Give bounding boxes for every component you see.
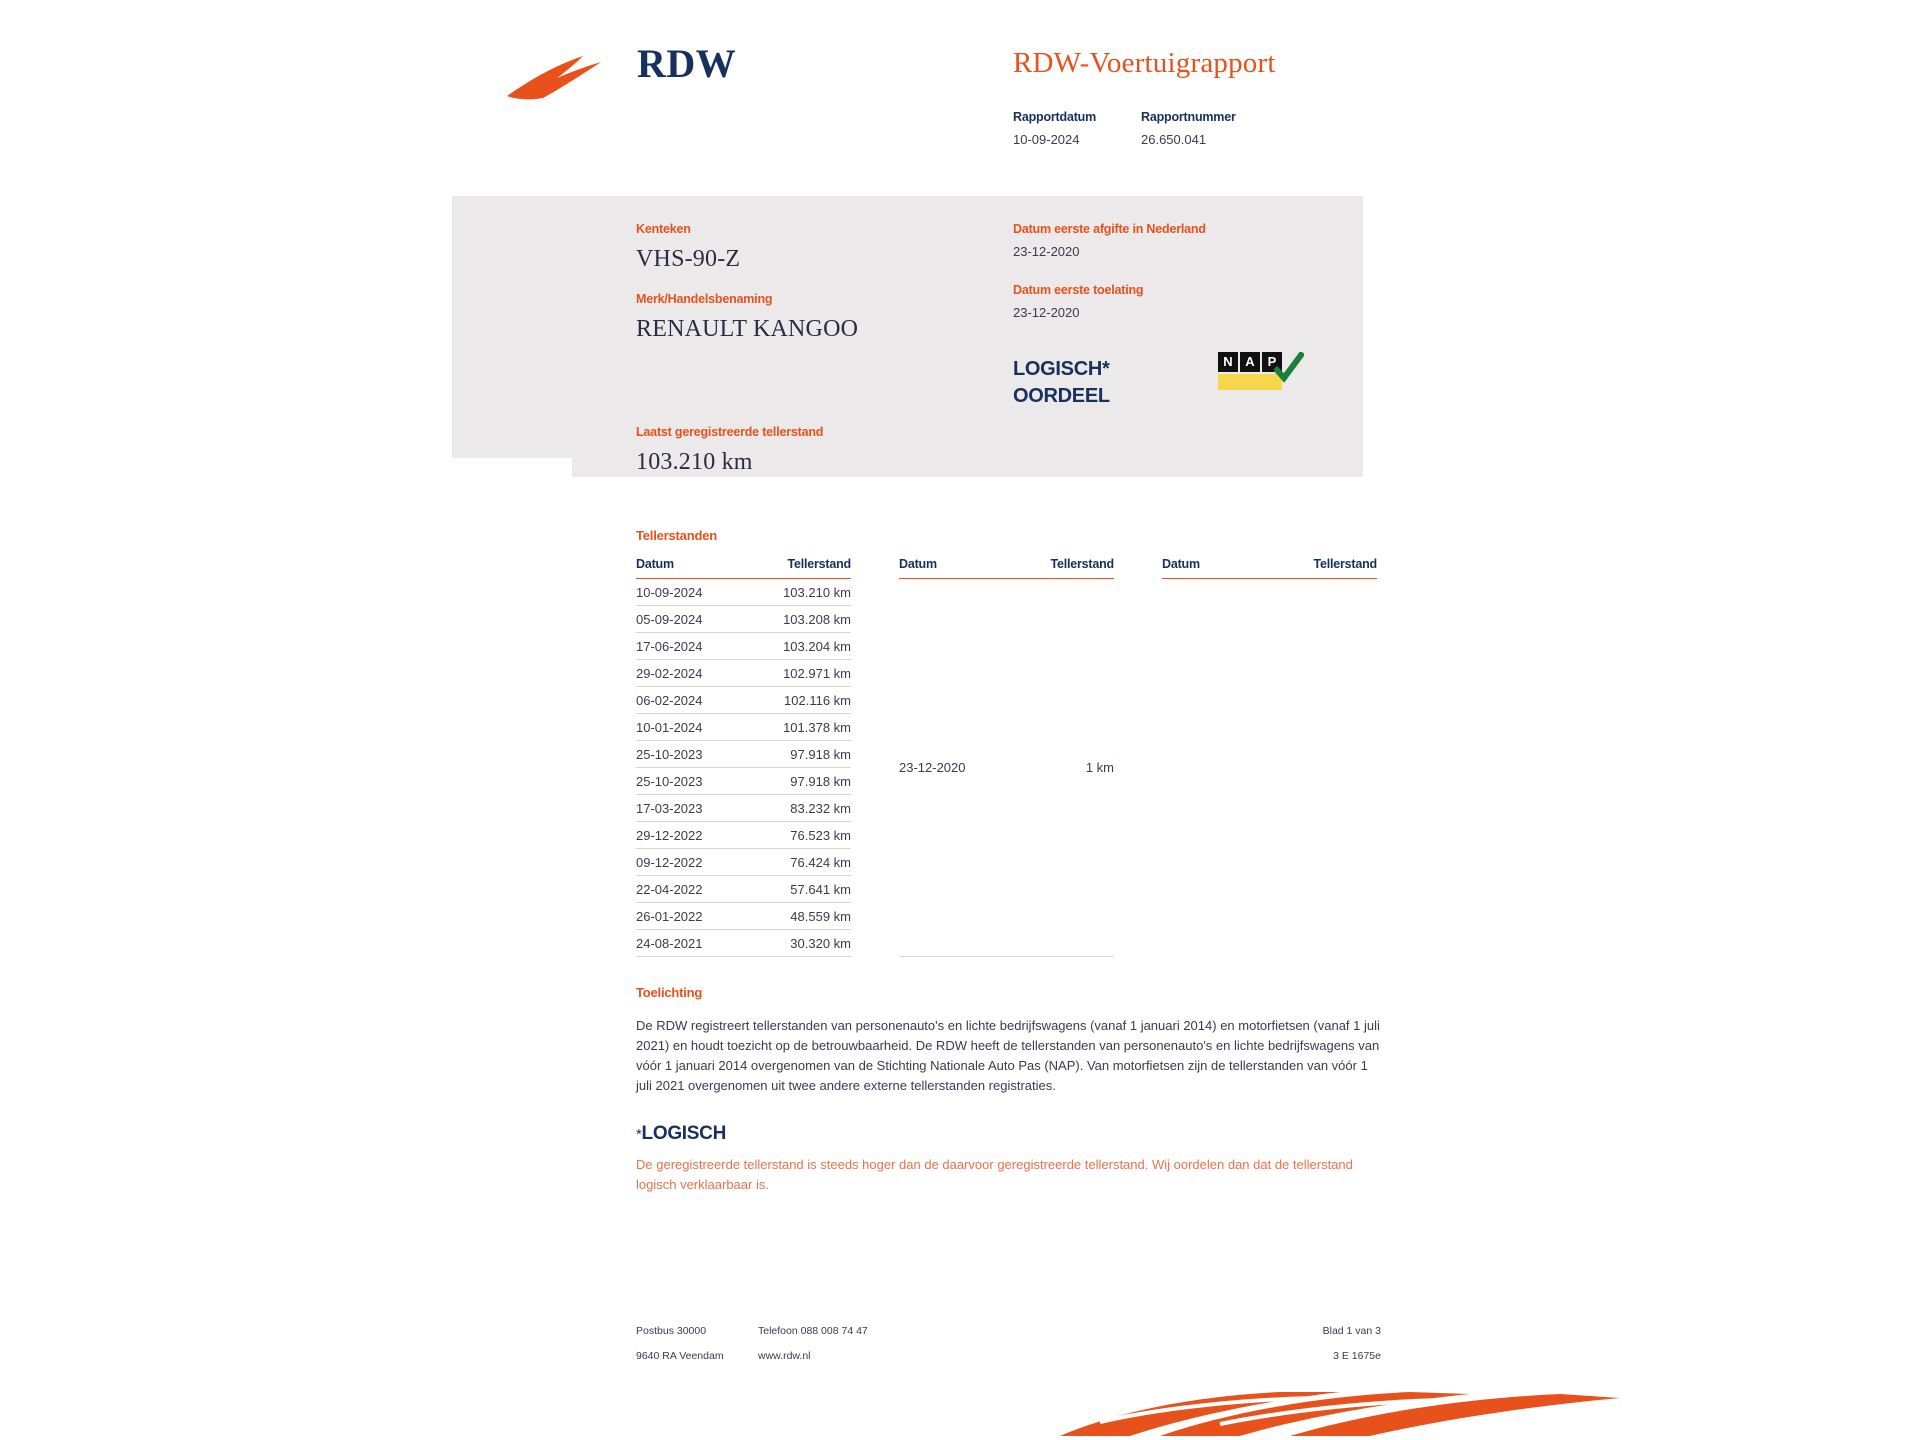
vehicle-info-left	[636, 222, 976, 476]
report-date-value: 10-09-2024	[1013, 132, 1080, 147]
cell-datum: 05-09-2024	[636, 606, 756, 633]
page-title: RDW-Voertuigrapport	[1013, 47, 1276, 79]
cell-datum: 25-10-2023	[636, 741, 756, 768]
cell-stand: 103.210 km	[756, 579, 851, 606]
table-row	[636, 714, 851, 741]
eerste-afgifte-label: Datum eerste afgifte in Nederland	[1013, 222, 1206, 236]
report-meta	[1013, 110, 1269, 147]
table-body-2	[899, 579, 1114, 957]
table-row	[636, 741, 851, 768]
cell-stand: 48.559 km	[756, 903, 851, 930]
cell-datum: 17-03-2023	[636, 795, 756, 822]
cell-stand: 102.116 km	[756, 687, 851, 714]
footer-website[interactable]: www.rdw.nl	[758, 1350, 811, 1362]
rdw-swoosh-logo-icon	[505, 52, 615, 104]
column-header-datum: Datum	[1162, 557, 1282, 579]
laatste-tellerstand-label: Laatst geregistreerde tellerstand	[636, 425, 824, 439]
footer-row-1	[636, 1325, 1381, 1337]
cell-datum: 22-04-2022	[636, 876, 756, 903]
logisch-explanation: De geregistreerde tellerstand is steeds hoger dan de daarvoor geregistreerde tellerstand. Wij oordelen dan dat de tellerstand logisch verklaarbaar is.	[636, 1156, 1353, 1192]
table-row	[636, 822, 851, 849]
report-number-label: Rapportnummer	[1141, 110, 1236, 124]
table-row	[636, 876, 851, 903]
cell-stand: 103.204 km	[756, 633, 851, 660]
cell-stand: 1 km	[1019, 579, 1114, 957]
table-row	[636, 795, 851, 822]
check-icon	[1274, 352, 1304, 386]
table-row	[636, 849, 851, 876]
footer-decorative-graphic-icon	[1040, 1392, 1640, 1440]
merk-label: Merk/Handelsbenaming	[636, 292, 773, 306]
table-row	[899, 579, 1114, 957]
table-row	[636, 768, 851, 795]
nap-letter-a: A	[1240, 352, 1260, 372]
tellerstanden-table-1	[636, 557, 851, 957]
info-block-notch	[452, 458, 572, 481]
toelichting-body: De RDW registreert tellerstanden van personenauto's en lichte bedrijfswagens (vanaf 1 januari 2014) en motorfietsen (vanaf 1 juli 2021) en houdt toezicht op de betrouwbaarheid. De RDW heeft de tellerstanden van personenauto's en lichte bedrijfswagens van vóór 1 januari 2014 overgenomen van de Stichting Nationale Auto Pas (NAP). Van motorfietsen zijn de tellerstanden van vóór 1 juli 2021 overgenomen uit twee andere externe tellerstanden registraties.	[636, 1018, 1380, 1094]
tellerstanden-table-3	[1162, 557, 1377, 957]
table-body-1	[636, 579, 851, 957]
table-row	[636, 633, 851, 660]
table-row	[636, 930, 851, 957]
cell-stand: 76.523 km	[756, 822, 851, 849]
laatste-tellerstand-value: 103.210 km	[636, 449, 753, 475]
judgement-line-1: LOGISCH*	[1013, 358, 1110, 380]
column-header-datum: Datum	[899, 557, 1019, 579]
kenteken-value: VHS-90-Z	[636, 246, 741, 272]
cell-datum: 10-01-2024	[636, 714, 756, 741]
toelichting-section	[636, 985, 1381, 1195]
table-header-row	[1162, 557, 1377, 579]
eerste-toelating-label: Datum eerste toelating	[1013, 283, 1144, 297]
kenteken-label: Kenteken	[636, 222, 691, 236]
cell-datum: 29-12-2022	[636, 822, 756, 849]
nap-badge	[1218, 352, 1304, 390]
document-header	[0, 0, 1920, 180]
cell-datum: 17-06-2024	[636, 633, 756, 660]
cell-stand: 103.208 km	[756, 606, 851, 633]
cell-datum: 25-10-2023	[636, 768, 756, 795]
column-header-datum: Datum	[636, 557, 756, 579]
report-number-value: 26.650.041	[1141, 132, 1207, 147]
tellerstanden-tables	[636, 557, 1377, 957]
table-header-row	[899, 557, 1114, 579]
toelichting-title: Toelichting	[636, 985, 703, 1000]
footer-blad: Blad 1 van 3	[1322, 1325, 1381, 1337]
cell-stand: 30.320 km	[756, 930, 851, 957]
document-footer	[636, 1325, 1381, 1375]
table-header-row	[636, 557, 851, 579]
logisch-star: *	[636, 1125, 642, 1143]
cell-stand: 102.971 km	[756, 660, 851, 687]
vehicle-info-right	[1013, 222, 1343, 320]
column-header-tellerstand: Tellerstand	[1019, 557, 1114, 579]
tellerstanden-title: Tellerstanden	[636, 528, 717, 543]
judgement-line-2: OORDEEL	[1013, 385, 1110, 407]
tellerstanden-section	[636, 528, 1377, 957]
cell-datum: 10-09-2024	[636, 579, 756, 606]
table-body-3	[1162, 579, 1377, 957]
footer-code: 3 E 1675e	[1333, 1350, 1381, 1362]
eerste-afgifte-value: 23-12-2020	[1013, 244, 1080, 259]
cell-datum: 29-02-2024	[636, 660, 756, 687]
rdw-wordmark: RDW	[637, 41, 737, 86]
judgement-text	[1013, 356, 1110, 410]
footer-row-2	[636, 1350, 1381, 1362]
footer-postbus: Postbus 30000	[636, 1325, 707, 1337]
eerste-toelating-value: 23-12-2020	[1013, 305, 1080, 320]
logisch-heading-text: LOGISCH	[641, 1122, 727, 1144]
logisch-heading	[636, 1123, 1381, 1145]
table-row	[636, 660, 851, 687]
column-header-tellerstand: Tellerstand	[1282, 557, 1377, 579]
tellerstanden-table-2	[899, 557, 1114, 957]
cell-datum: 23-12-2020	[899, 579, 1019, 957]
nap-letter-p: P	[1262, 352, 1282, 372]
column-header-tellerstand: Tellerstand	[756, 557, 851, 579]
cell-datum: 24-08-2021	[636, 930, 756, 957]
footer-plaats: 9640 RA Veendam	[636, 1350, 724, 1362]
cell-datum: 09-12-2022	[636, 849, 756, 876]
cell-stand: 101.378 km	[756, 714, 851, 741]
report-number-block	[1141, 110, 1269, 147]
cell-datum: 26-01-2022	[636, 903, 756, 930]
cell-stand: 57.641 km	[756, 876, 851, 903]
nap-yellow-bar	[1218, 374, 1282, 390]
report-date-block	[1013, 110, 1141, 147]
cell-stand: 97.918 km	[756, 768, 851, 795]
table-row	[636, 687, 851, 714]
cell-stand: 97.918 km	[756, 741, 851, 768]
table-row	[636, 579, 851, 606]
cell-stand: 83.232 km	[756, 795, 851, 822]
report-date-label: Rapportdatum	[1013, 110, 1097, 124]
nap-letter-n: N	[1218, 352, 1238, 372]
cell-stand: 76.424 km	[756, 849, 851, 876]
cell-datum: 06-02-2024	[636, 687, 756, 714]
merk-value: RENAULT KANGOO	[636, 316, 859, 342]
footer-telefoon: Telefoon 088 008 74 47	[758, 1325, 868, 1337]
table-row	[636, 606, 851, 633]
table-row	[636, 903, 851, 930]
